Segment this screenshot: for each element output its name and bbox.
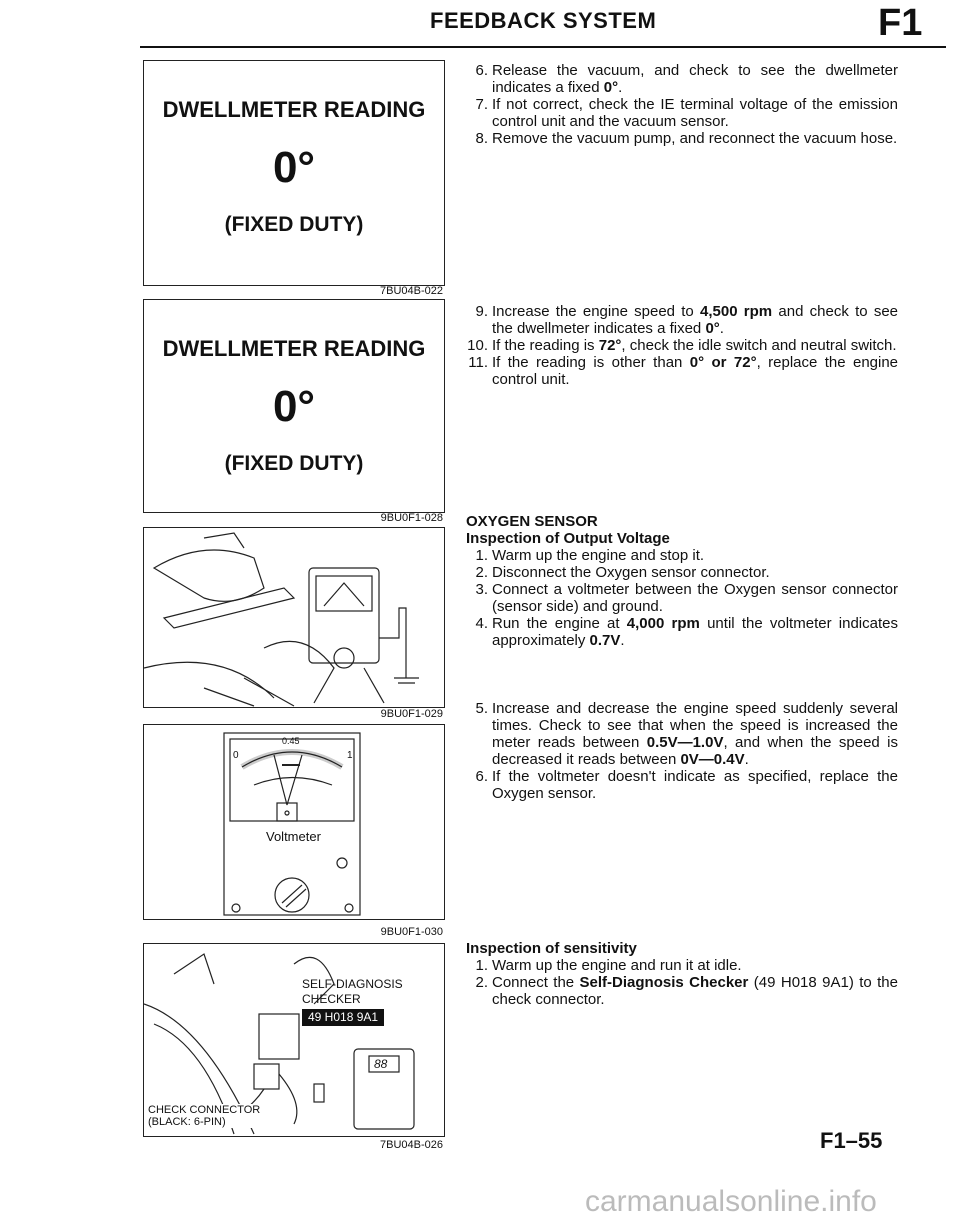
- item-number: 9.: [475, 303, 488, 320]
- emphasis: 0° or 72°: [689, 354, 757, 371]
- connector-note: (BLACK: 6-PIN): [148, 1116, 226, 1128]
- figure-caption: 7BU04B-026: [380, 1139, 443, 1151]
- item-text: [492, 303, 898, 337]
- item-number: 2.: [475, 564, 488, 581]
- scale-max: 1: [347, 750, 353, 761]
- item-text: [492, 974, 898, 1008]
- item-number: 6.: [475, 768, 488, 785]
- checker-label-1: SELF-DIAGNOSIS: [302, 977, 403, 991]
- text-segment: , check the idle switch and neutral switch.: [621, 337, 897, 354]
- text-block: [466, 513, 898, 649]
- connector-label: CHECK CONNECTOR: [148, 1104, 261, 1116]
- item-text: [492, 547, 704, 564]
- text-segment: (49 H018 9A1) to the check connector.: [492, 974, 898, 1008]
- item-text: [492, 581, 898, 615]
- figure-caption: 9BU0F1-029: [380, 708, 443, 720]
- text-segment: until the voltmeter indicates approximately: [492, 615, 898, 649]
- list-item: [466, 700, 898, 768]
- text-segment: , replace the engine control unit.: [492, 354, 899, 388]
- figure-caption: 7BU04B-022: [380, 285, 443, 297]
- item-number: 2.: [475, 974, 488, 991]
- section-code: F1: [878, 2, 923, 44]
- figure-value: 0°: [272, 143, 316, 192]
- item-text: [492, 130, 897, 147]
- list-item: [466, 581, 898, 615]
- item-text: [492, 957, 742, 974]
- figure-title: DWELLMETER READING: [162, 336, 426, 361]
- figure-note: (FIXED DUTY): [224, 213, 364, 236]
- text-segment: Warm up the engine and run it at idle.: [492, 957, 742, 974]
- section-title: FEEDBACK SYSTEM: [430, 8, 657, 33]
- item-number: 8.: [475, 130, 488, 147]
- item-text: [492, 768, 898, 802]
- item-number: 1.: [475, 957, 488, 974]
- engine-voltmeter-illustration: [144, 528, 444, 707]
- item-number: 5.: [475, 700, 488, 717]
- emphasis: 4,000 rpm: [626, 615, 700, 632]
- list-item: [466, 354, 898, 388]
- emphasis: 0V—0.4V: [680, 751, 745, 768]
- item-text: [492, 354, 898, 388]
- item-number: 7.: [475, 96, 488, 113]
- item-text: [492, 337, 897, 354]
- list-item: [466, 547, 898, 564]
- figure-voltmeter: [143, 724, 445, 920]
- text-segment: Warm up the engine and stop it.: [492, 547, 705, 564]
- text-block: [466, 700, 898, 802]
- text-segment: Connect the: [492, 974, 580, 991]
- list-item: [466, 130, 898, 147]
- item-text: [492, 62, 898, 96]
- watermark: carmanualsonline.info: [585, 1185, 877, 1218]
- figure-value: 0°: [272, 382, 316, 431]
- text-segment: If the voltmeter doesn't indicate as specified, replace the Oxygen sensor.: [492, 768, 898, 802]
- emphasis: 0°: [603, 79, 619, 96]
- item-number: 11.: [468, 354, 488, 371]
- section-heading: OXYGEN SENSOR: [466, 513, 598, 530]
- text-segment: If not correct, check the IE terminal voltage of the emission control unit and the vacuum sensor.: [492, 96, 898, 130]
- list-item: [466, 564, 898, 581]
- text-segment: Increase and decrease the engine speed suddenly several times. Check to see that when the speed is increased the meter reads between: [492, 700, 898, 751]
- figure-dwellmeter-2: [143, 299, 445, 513]
- item-text: [492, 564, 770, 581]
- figure-title: DWELLMETER READING: [162, 97, 426, 122]
- figure-caption: 9BU0F1-028: [380, 512, 443, 524]
- list-item: [466, 62, 898, 96]
- voltmeter-illustration: [144, 725, 444, 919]
- text-segment: and check to see the dwellmeter indicates a fixed: [492, 303, 899, 337]
- figure-caption: 9BU0F1-030: [380, 926, 443, 938]
- list-item: [466, 615, 898, 649]
- text-segment: , and when the speed is decreased it reads between: [492, 734, 898, 768]
- text-segment: Connect a voltmeter between the Oxygen sensor connector (sensor side) and ground.: [492, 581, 898, 615]
- item-text: [492, 615, 898, 649]
- text-segment: If the reading is: [492, 337, 599, 354]
- list-item: [466, 974, 898, 1008]
- voltmeter-label: Voltmeter: [266, 829, 321, 844]
- text-segment: .: [719, 320, 724, 337]
- emphasis: 0°: [705, 320, 720, 337]
- item-number: 4.: [475, 615, 488, 632]
- figure-self-diagnosis-checker: [143, 943, 445, 1137]
- text-block: [466, 303, 898, 388]
- text-segment: Release the vacuum, and check to see the dwellmeter indicates a fixed: [492, 62, 898, 96]
- list-item: [466, 768, 898, 802]
- scale-mid: 0.45: [282, 736, 300, 746]
- part-number-badge: 49 H018 9A1: [302, 1009, 384, 1026]
- list-item: [466, 303, 898, 337]
- text-segment: Disconnect the Oxygen sensor connector.: [492, 564, 770, 581]
- text-segment: .: [744, 751, 749, 768]
- emphasis: Self-Diagnosis Checker: [579, 974, 749, 991]
- figure-dwellmeter-1: [143, 60, 445, 286]
- emphasis: 0.7V: [589, 632, 621, 649]
- figure-note: (FIXED DUTY): [224, 452, 364, 475]
- item-text: [492, 700, 898, 768]
- scale-min: 0: [233, 750, 239, 761]
- text-block: [466, 940, 898, 1008]
- figure-voltmeter-connection: [143, 527, 445, 708]
- emphasis: 72°: [598, 337, 622, 354]
- text-segment: Remove the vacuum pump, and reconnect the vacuum hose.: [492, 130, 898, 147]
- item-number: 3.: [475, 581, 488, 598]
- list-item: [466, 337, 898, 354]
- subheading: Inspection of Output Voltage: [466, 530, 670, 547]
- item-number: 6.: [475, 62, 488, 79]
- emphasis: 0.5V—1.0V: [646, 734, 724, 751]
- item-text: [492, 96, 898, 130]
- item-number: 1.: [475, 547, 488, 564]
- header-rule: [140, 46, 946, 48]
- text-segment: Increase the engine speed to: [492, 303, 701, 320]
- text-segment: If the reading is other than: [492, 354, 690, 371]
- page-number: F1–55: [820, 1128, 883, 1153]
- item-number: 10.: [467, 337, 488, 354]
- checker-label-2: CHECKER: [302, 992, 361, 1006]
- checker-display: 88: [374, 1057, 388, 1071]
- text-segment: .: [618, 79, 623, 96]
- text-block: [466, 62, 898, 147]
- list-item: [466, 96, 898, 130]
- list-item: [466, 957, 898, 974]
- subheading: Inspection of sensitivity: [466, 940, 637, 957]
- text-segment: .: [620, 632, 625, 649]
- emphasis: 4,500 rpm: [700, 303, 773, 320]
- text-segment: Run the engine at: [492, 615, 627, 632]
